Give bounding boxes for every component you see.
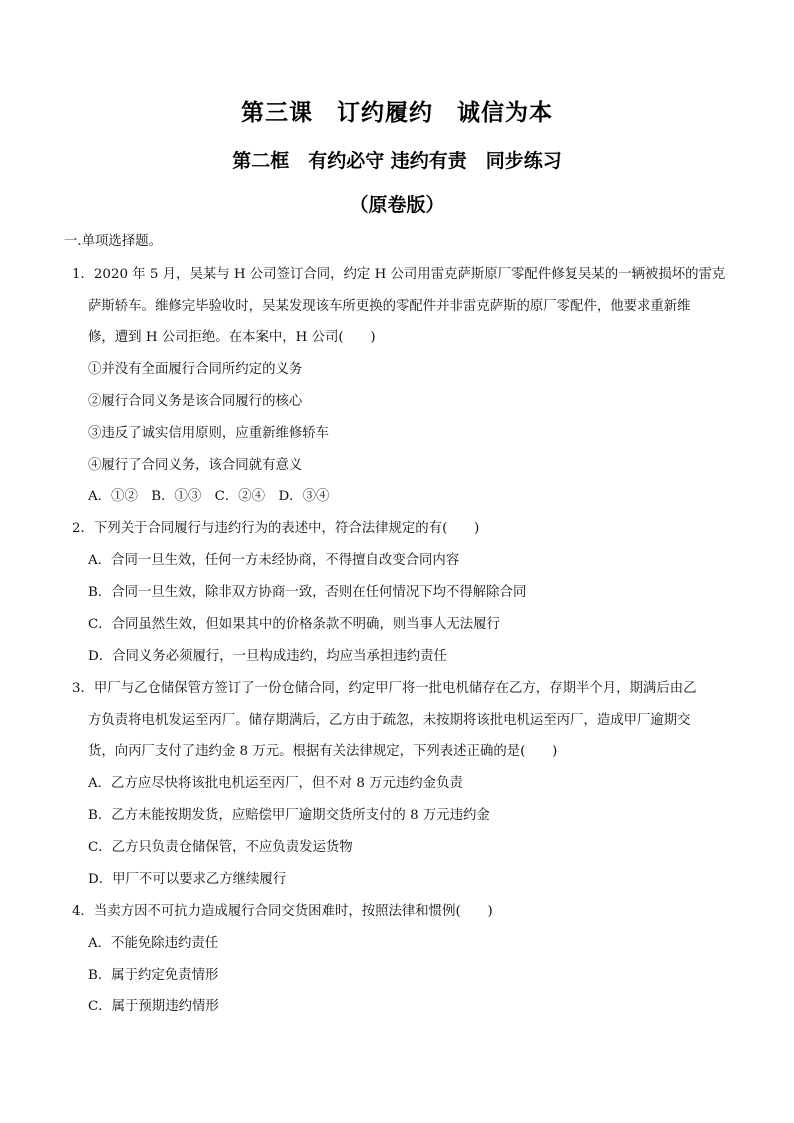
question-1-line-1: 1．2020 年 5 月，吴某与 H 公司签订合同，约定 H 公司用雷克萨斯原厂零配件修复吴某的一辆被损坏的雷克 [72, 267, 726, 282]
question-2-option-b: B．合同一旦生效，除非双方协商一致，否则在任何情况下均不得解除合同 [88, 585, 527, 600]
question-1-option-3: ③违反了诚实信用原则，应重新维修轿车 [88, 426, 330, 441]
question-1-answers: A．①② B．①③ C．②④ D．③④ [88, 489, 330, 504]
edition-label: （原卷版） [349, 194, 445, 216]
question-1-option-4: ④履行了合同义务，该合同就有意义 [88, 458, 303, 473]
question-2-option-d: D．合同义务必须履行，一旦构成违约，均应当承担违约责任 [88, 649, 447, 664]
question-4-option-c: C．属于预期违约情形 [88, 999, 219, 1014]
question-3-line-3: 货，向丙厂支付了违约金 8 万元。根据有关法律规定，下列表述正确的是( ) [88, 744, 558, 759]
question-2-line-1: 2．下列关于合同履行与违约行为的表述中，符合法律规定的有( ) [72, 521, 480, 536]
question-4-option-b: B．属于约定免责情形 [88, 968, 219, 983]
question-4-option-a: A．不能免除违约责任 [88, 936, 219, 951]
question-3-option-b: B．乙方未能按期发货，应赔偿甲厂逾期交货所支付的 8 万元违约金 [88, 808, 490, 823]
question-1-line-3: 修，遭到 H 公司拒绝。在本案中，H 公司( ) [88, 330, 376, 345]
question-1-option-1: ①并没有全面履行合同所约定的义务 [88, 362, 303, 377]
question-3-line-2: 方负责将电机发运至丙厂。储存期满后，乙方由于疏忽，未按期将该批电机运至丙厂，造成甲厂逾期交 [88, 713, 691, 728]
question-3-line-1: 3．甲厂与乙仓储保管方签订了一份仓储合同，约定甲厂将一批电机储存在乙方，存期半个月，期满后由乙 [72, 681, 697, 696]
section-subtitle: 第二框 有约必守 违约有责 同步练习 [232, 150, 562, 172]
question-2-option-c: C．合同虽然生效，但如果其中的价格条款不明确，则当事人无法履行 [88, 617, 500, 632]
section-heading: 一.单项选择题。 [64, 234, 162, 249]
question-4-line-1: 4．当卖方因不可抗力造成履行合同交货困难时，按照法律和惯例( ) [72, 904, 493, 919]
question-1-option-2: ②履行合同义务是该合同履行的核心 [88, 394, 303, 409]
lesson-title: 第三课 订约履约 诚信为本 [241, 100, 553, 126]
question-3-option-a: A．乙方应尽快将该批电机运至丙厂，但不对 8 万元违约金负责 [88, 776, 463, 791]
question-3-option-c: C．乙方只负责仓储保管，不应负责发运货物 [88, 840, 353, 855]
question-1-line-2: 萨斯轿车。维修完毕验收时，吴某发现该车所更换的零配件并非雷克萨斯的原厂零配件，他要求重新维 [88, 299, 691, 314]
question-3-option-d: D．甲厂不可以要求乙方继续履行 [88, 872, 287, 887]
question-2-option-a: A．合同一旦生效，任何一方未经协商，不得擅自改变合同内容 [88, 553, 460, 568]
